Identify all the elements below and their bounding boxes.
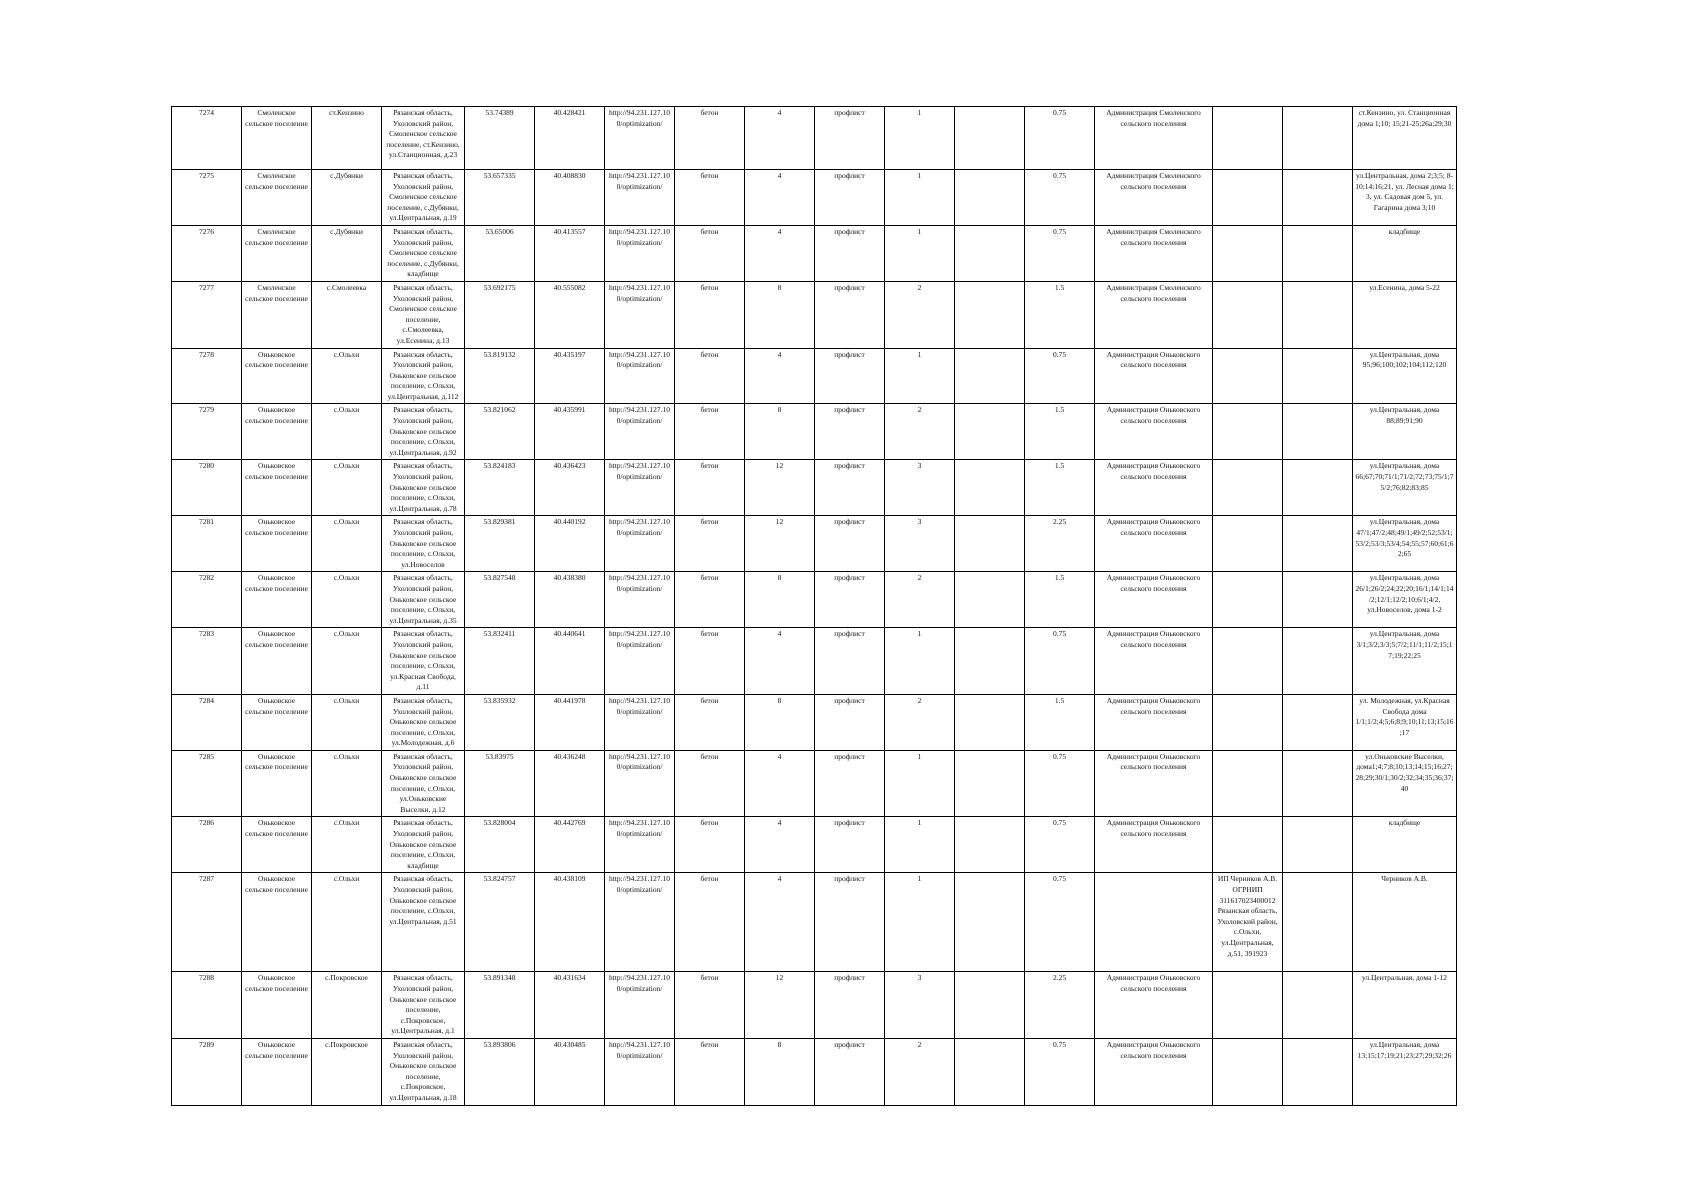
surface-cell: бетон xyxy=(675,348,745,404)
record-id-cell: 7280 xyxy=(172,460,242,516)
locality-cell: с.Дубянки xyxy=(312,170,382,226)
settlement-cell: Оньковское сельское поселение xyxy=(242,972,312,1039)
volume-cell: 0.75 xyxy=(1025,348,1095,404)
address-cell: Рязанская область, Ухоловский район, Оньковское сельское поселение, с.Ольхи, ул.Центральная, д.35 xyxy=(382,572,465,628)
locality-cell: с.Смолеевка xyxy=(312,281,382,348)
extra-cell xyxy=(955,1038,1025,1105)
longitude-cell: 40.435197 xyxy=(535,348,605,404)
surface-cell: бетон xyxy=(675,404,745,460)
blank-cell xyxy=(1283,170,1353,226)
record-id-cell: 7283 xyxy=(172,628,242,695)
extra-cell xyxy=(955,572,1025,628)
extra-cell xyxy=(955,281,1025,348)
volume-cell: 0.75 xyxy=(1025,225,1095,281)
volume-cell: 0.75 xyxy=(1025,628,1095,695)
surface-cell: бетон xyxy=(675,694,745,750)
blank-cell xyxy=(1283,281,1353,348)
fence-cell: профлист xyxy=(815,572,885,628)
settlement-cell: Оньковское сельское поселение xyxy=(242,516,312,572)
fence-cell: профлист xyxy=(815,694,885,750)
table-row xyxy=(172,281,1457,348)
link-cell[interactable]: http://94.231.127.10 0/optimization/ xyxy=(605,225,675,281)
link-cell[interactable]: http://94.231.127.10 0/optimization/ xyxy=(605,972,675,1039)
area-cell: 12 xyxy=(745,972,815,1039)
blank-cell xyxy=(1283,107,1353,170)
served-addresses-cell: ул. Молодежная, ул.Красная Свобода дома 1/1;1/2;4;5;6;8;9;10;11;13;15;16;17 xyxy=(1353,694,1457,750)
link-cell[interactable]: http://94.231.127.10 0/optimization/ xyxy=(605,572,675,628)
owner-cell: Администрация Оньковского сельского поселения xyxy=(1095,516,1213,572)
latitude-cell: 53.692175 xyxy=(465,281,535,348)
record-id-cell: 7287 xyxy=(172,873,242,972)
latitude-cell: 53.824757 xyxy=(465,873,535,972)
latitude-cell: 53.657335 xyxy=(465,170,535,226)
container-count-cell: 2 xyxy=(885,694,955,750)
extra-cell xyxy=(955,170,1025,226)
area-cell: 4 xyxy=(745,628,815,695)
surface-cell: бетон xyxy=(675,873,745,972)
latitude-cell: 53.83975 xyxy=(465,750,535,817)
blank-cell xyxy=(1283,1038,1353,1105)
address-cell: Рязанская область, Ухоловский район, Смоленское сельское поселение, с.Смолеевка, ул.Есенина, д.13 xyxy=(382,281,465,348)
record-id-cell: 7281 xyxy=(172,516,242,572)
owner-cell: Администрация Оньковского сельского поселения xyxy=(1095,694,1213,750)
surface-cell: бетон xyxy=(675,170,745,226)
table-row xyxy=(172,404,1457,460)
volume-cell: 0.75 xyxy=(1025,817,1095,873)
served-addresses-cell: ул.Центральная, дома 13;15;17;19;21;23;27;29;32;26 xyxy=(1353,1038,1457,1105)
extra-cell xyxy=(955,628,1025,695)
private-owner-cell: ИП Черников А.В. ОГРНИП 311617023400012 Рязанская область, Ухоловский район, с.Ольхи, ул.Центральная, д.51, 391923 xyxy=(1213,873,1283,972)
blank-cell xyxy=(1283,460,1353,516)
owner-cell: Администрация Смоленского сельского поселения xyxy=(1095,107,1213,170)
record-id-cell: 7278 xyxy=(172,348,242,404)
table-row xyxy=(172,873,1457,972)
blank-cell xyxy=(1283,516,1353,572)
owner-cell xyxy=(1095,873,1213,972)
area-cell: 4 xyxy=(745,348,815,404)
latitude-cell: 53.835932 xyxy=(465,694,535,750)
record-id-cell: 7274 xyxy=(172,107,242,170)
link-cell[interactable]: http://94.231.127.10 0/optimization/ xyxy=(605,460,675,516)
container-count-cell: 3 xyxy=(885,972,955,1039)
surface-cell: бетон xyxy=(675,516,745,572)
volume-cell: 1.5 xyxy=(1025,404,1095,460)
settlement-cell: Оньковское сельское поселение xyxy=(242,1038,312,1105)
link-cell[interactable]: http://94.231.127.10 0/optimization/ xyxy=(605,281,675,348)
area-cell: 12 xyxy=(745,460,815,516)
table-row xyxy=(172,460,1457,516)
latitude-cell: 53.829381 xyxy=(465,516,535,572)
served-addresses-cell: ул.Есенина, дома 5-22 xyxy=(1353,281,1457,348)
private-owner-cell xyxy=(1213,225,1283,281)
private-owner-cell xyxy=(1213,694,1283,750)
blank-cell xyxy=(1283,873,1353,972)
address-cell: Рязанская область, Ухоловский район, Оньковское сельское поселение, с.Ольхи, ул.Красная Свобода, д.11 xyxy=(382,628,465,695)
record-id-cell: 7279 xyxy=(172,404,242,460)
fence-cell: профлист xyxy=(815,107,885,170)
record-id-cell: 7282 xyxy=(172,572,242,628)
latitude-cell: 53.893806 xyxy=(465,1038,535,1105)
extra-cell xyxy=(955,225,1025,281)
owner-cell: Администрация Оньковского сельского поселения xyxy=(1095,972,1213,1039)
surface-cell: бетон xyxy=(675,572,745,628)
fence-cell: профлист xyxy=(815,873,885,972)
settlement-cell: Смоленское сельское поселение xyxy=(242,170,312,226)
volume-cell: 1.5 xyxy=(1025,281,1095,348)
longitude-cell: 40.436423 xyxy=(535,460,605,516)
fence-cell: профлист xyxy=(815,516,885,572)
served-addresses-cell: ул.Центральная, дома 66;67;70;71/1;71/2;72;73;75/1;75/2;76;82;83;85 xyxy=(1353,460,1457,516)
private-owner-cell xyxy=(1213,348,1283,404)
private-owner-cell xyxy=(1213,572,1283,628)
locality-cell: с.Ольхи xyxy=(312,460,382,516)
volume-cell: 0.75 xyxy=(1025,170,1095,226)
container-count-cell: 1 xyxy=(885,817,955,873)
locality-cell: с.Ольхи xyxy=(312,694,382,750)
extra-cell xyxy=(955,817,1025,873)
owner-cell: Администрация Смоленского сельского поселения xyxy=(1095,281,1213,348)
private-owner-cell xyxy=(1213,107,1283,170)
area-cell: 8 xyxy=(745,572,815,628)
private-owner-cell xyxy=(1213,750,1283,817)
fence-cell: профлист xyxy=(815,460,885,516)
served-addresses-cell: Черников А.В. xyxy=(1353,873,1457,972)
served-addresses-cell: ул.Центральная, дома 26/1;26/2;24;22;20;16/1;14/1;14/2;12/1;12/2;10;6/1;4/2, ул.Новоселов, дома 1-2 xyxy=(1353,572,1457,628)
fence-cell: профлист xyxy=(815,281,885,348)
served-addresses-cell: ст.Кензино, ул. Станционная дома 1;10; 15;21-25;26a;29;30 xyxy=(1353,107,1457,170)
settlement-cell: Оньковское сельское поселение xyxy=(242,460,312,516)
locality-cell: с.Ольхи xyxy=(312,817,382,873)
volume-cell: 1.5 xyxy=(1025,572,1095,628)
volume-cell: 0.75 xyxy=(1025,107,1095,170)
longitude-cell: 40.431634 xyxy=(535,972,605,1039)
volume-cell: 0.75 xyxy=(1025,750,1095,817)
address-cell: Рязанская область, Ухоловский район, Оньковское сельское поселение, с.Ольхи, ул.Центральная, д.92 xyxy=(382,404,465,460)
settlement-cell: Смоленское сельское поселение xyxy=(242,225,312,281)
served-addresses-cell: ул.Оньковские Выселки, дома1;4;7;8;10;13;14;15;16;27;28;29;30/1;30/2;32;34;35;36;37;40 xyxy=(1353,750,1457,817)
longitude-cell: 40.430485 xyxy=(535,1038,605,1105)
volume-cell: 1.5 xyxy=(1025,694,1095,750)
blank-cell xyxy=(1283,817,1353,873)
settlement-cell: Оньковское сельское поселение xyxy=(242,750,312,817)
longitude-cell: 40.438380 xyxy=(535,572,605,628)
fence-cell: профлист xyxy=(815,1038,885,1105)
link-cell[interactable]: http://94.231.127.10 0/optimization/ xyxy=(605,628,675,695)
container-count-cell: 2 xyxy=(885,1038,955,1105)
link-cell[interactable]: http://94.231.127.10 0/optimization/ xyxy=(605,348,675,404)
address-cell: Рязанская область, Ухоловский район, Оньковское сельское поселение, с.Ольхи, ул.Оньковские Выселки, д.12 xyxy=(382,750,465,817)
link-cell[interactable]: http://94.231.127.10 0/optimization/ xyxy=(605,404,675,460)
owner-cell: Администрация Оньковского сельского поселения xyxy=(1095,460,1213,516)
longitude-cell: 40.441978 xyxy=(535,694,605,750)
blank-cell xyxy=(1283,404,1353,460)
surface-cell: бетон xyxy=(675,460,745,516)
fence-cell: профлист xyxy=(815,225,885,281)
latitude-cell: 53.891348 xyxy=(465,972,535,1039)
latitude-cell: 53.65006 xyxy=(465,225,535,281)
owner-cell: Администрация Оньковского сельского поселения xyxy=(1095,628,1213,695)
record-id-cell: 7285 xyxy=(172,750,242,817)
link-cell[interactable]: http://94.231.127.10 0/optimization/ xyxy=(605,170,675,226)
surface-cell: бетон xyxy=(675,972,745,1039)
blank-cell xyxy=(1283,348,1353,404)
locality-cell: с.Дубянки xyxy=(312,225,382,281)
settlement-cell: Оньковское сельское поселение xyxy=(242,348,312,404)
area-cell: 12 xyxy=(745,516,815,572)
served-addresses-cell: ул.Центральная, дома 47/1;47/2;48;49/1;49/2;52;53/1;53/2;53/3;53/4;54;55;57;60;61;62;65 xyxy=(1353,516,1457,572)
longitude-cell: 40.442769 xyxy=(535,817,605,873)
address-cell: Рязанская область, Ухоловский район, Оньковское сельское поселение, с.Покровское, ул.Центральная, д.18 xyxy=(382,1038,465,1105)
address-cell: Рязанская область, Ухоловский район, Смоленское сельское поселение, с.Дубянки, кладбище xyxy=(382,225,465,281)
volume-cell: 2.25 xyxy=(1025,516,1095,572)
record-id-cell: 7276 xyxy=(172,225,242,281)
settlement-cell: Смоленское сельское поселение xyxy=(242,107,312,170)
volume-cell: 0.75 xyxy=(1025,873,1095,972)
surface-cell: бетон xyxy=(675,817,745,873)
link-cell[interactable]: http://94.231.127.10 0/optimization/ xyxy=(605,516,675,572)
address-cell: Рязанская область, Ухоловский район, Смоленское сельское поселение, с.Дубянки, ул.Центральная, д.19 xyxy=(382,170,465,226)
record-id-cell: 7275 xyxy=(172,170,242,226)
fence-cell: профлист xyxy=(815,972,885,1039)
settlement-cell: Оньковское сельское поселение xyxy=(242,572,312,628)
container-count-cell: 1 xyxy=(885,628,955,695)
area-cell: 4 xyxy=(745,750,815,817)
address-cell: Рязанская область, Ухоловский район, Оньковское сельское поселение, с.Ольхи, ул.Центральная, д.112 xyxy=(382,348,465,404)
table-row xyxy=(172,225,1457,281)
extra-cell xyxy=(955,460,1025,516)
extra-cell xyxy=(955,516,1025,572)
record-id-cell: 7286 xyxy=(172,817,242,873)
table-row xyxy=(172,572,1457,628)
area-cell: 8 xyxy=(745,694,815,750)
link-cell[interactable]: http://94.231.127.10 0/optimization/ xyxy=(605,107,675,170)
area-cell: 4 xyxy=(745,873,815,972)
fence-cell: профлист xyxy=(815,404,885,460)
area-cell: 8 xyxy=(745,404,815,460)
served-addresses-cell: ул.Центральная, дома 3/1;3/2;3/3;5;7/2;11/1;11/2;15;17;19;22;25 xyxy=(1353,628,1457,695)
settlement-cell: Смоленское сельское поселение xyxy=(242,281,312,348)
latitude-cell: 53.74389 xyxy=(465,107,535,170)
record-id-cell: 7288 xyxy=(172,972,242,1039)
extra-cell xyxy=(955,694,1025,750)
owner-cell: Администрация Оньковского сельского поселения xyxy=(1095,404,1213,460)
area-cell: 4 xyxy=(745,817,815,873)
address-cell: Рязанская область, Ухоловский район, Оньковское сельское поселение, с.Ольхи, кладбище xyxy=(382,817,465,873)
address-cell: Рязанская область, Ухоловский район, Оньковское сельское поселение, с.Покровское, ул.Центральная, д.1 xyxy=(382,972,465,1039)
latitude-cell: 53.832411 xyxy=(465,628,535,695)
settlement-cell: Оньковское сельское поселение xyxy=(242,404,312,460)
surface-cell: бетон xyxy=(675,750,745,817)
owner-cell: Администрация Оньковского сельского поселения xyxy=(1095,348,1213,404)
owner-cell: Администрация Оньковского сельского поселения xyxy=(1095,572,1213,628)
owner-cell: Администрация Оньковского сельского поселения xyxy=(1095,1038,1213,1105)
volume-cell: 0.75 xyxy=(1025,1038,1095,1105)
blank-cell xyxy=(1283,694,1353,750)
extra-cell xyxy=(955,107,1025,170)
table-row xyxy=(172,348,1457,404)
table-row xyxy=(172,516,1457,572)
longitude-cell: 40.440192 xyxy=(535,516,605,572)
waste-sites-table xyxy=(171,106,1457,1106)
extra-cell xyxy=(955,972,1025,1039)
latitude-cell: 53.821062 xyxy=(465,404,535,460)
surface-cell: бетон xyxy=(675,628,745,695)
address-cell: Рязанская область, Ухоловский район, Смоленское сельское поселение, ст.Кензино, ул.Станционная, д.23 xyxy=(382,107,465,170)
served-addresses-cell: ул.Центральная, дома 1-12 xyxy=(1353,972,1457,1039)
owner-cell: Администрация Оньковского сельского поселения xyxy=(1095,817,1213,873)
latitude-cell: 53.819132 xyxy=(465,348,535,404)
locality-cell: с.Ольхи xyxy=(312,750,382,817)
container-count-cell: 1 xyxy=(885,107,955,170)
blank-cell xyxy=(1283,750,1353,817)
address-cell: Рязанская область, Ухоловский район, Оньковское сельское поселение, с.Ольхи, ул.Новоселов xyxy=(382,516,465,572)
longitude-cell: 40.436248 xyxy=(535,750,605,817)
link-cell[interactable]: http://94.231.127.10 0/optimization/ xyxy=(605,873,675,972)
address-cell: Рязанская область, Ухоловский район, Оньковское сельское поселение, с.Ольхи, ул.Молодежная, д.6 xyxy=(382,694,465,750)
private-owner-cell xyxy=(1213,817,1283,873)
longitude-cell: 40.440641 xyxy=(535,628,605,695)
table-row xyxy=(172,694,1457,750)
table-row xyxy=(172,170,1457,226)
owner-cell: Администрация Оньковского сельского поселения xyxy=(1095,750,1213,817)
locality-cell: с.Ольхи xyxy=(312,628,382,695)
private-owner-cell xyxy=(1213,281,1283,348)
locality-cell: с.Покровское xyxy=(312,1038,382,1105)
served-addresses-cell: ул.Центральная, дома 95;96;100;102;104;112;120 xyxy=(1353,348,1457,404)
record-id-cell: 7277 xyxy=(172,281,242,348)
container-count-cell: 1 xyxy=(885,750,955,817)
blank-cell xyxy=(1283,225,1353,281)
longitude-cell: 40.408830 xyxy=(535,170,605,226)
served-addresses-cell: ул.Центральная, дома 88;89;91;90 xyxy=(1353,404,1457,460)
settlement-cell: Оньковское сельское поселение xyxy=(242,817,312,873)
area-cell: 4 xyxy=(745,107,815,170)
extra-cell xyxy=(955,873,1025,972)
longitude-cell: 40.438109 xyxy=(535,873,605,972)
volume-cell: 2.25 xyxy=(1025,972,1095,1039)
longitude-cell: 40.555082 xyxy=(535,281,605,348)
surface-cell: бетон xyxy=(675,107,745,170)
link-cell[interactable]: http://94.231.127.10 0/optimization/ xyxy=(605,750,675,817)
area-cell: 4 xyxy=(745,225,815,281)
latitude-cell: 53.824183 xyxy=(465,460,535,516)
fence-cell: профлист xyxy=(815,628,885,695)
extra-cell xyxy=(955,750,1025,817)
blank-cell xyxy=(1283,572,1353,628)
container-count-cell: 2 xyxy=(885,404,955,460)
private-owner-cell xyxy=(1213,628,1283,695)
address-cell: Рязанская область, Ухоловский район, Оньковское сельское поселение, с.Ольхи, ул.Центральная, д.78 xyxy=(382,460,465,516)
container-count-cell: 1 xyxy=(885,873,955,972)
container-count-cell: 1 xyxy=(885,225,955,281)
locality-cell: с.Покровское xyxy=(312,972,382,1039)
longitude-cell: 40.413557 xyxy=(535,225,605,281)
locality-cell: с.Ольхи xyxy=(312,516,382,572)
settlement-cell: Оньковское сельское поселение xyxy=(242,694,312,750)
latitude-cell: 53.828004 xyxy=(465,817,535,873)
blank-cell xyxy=(1283,628,1353,695)
owner-cell: Администрация Смоленского сельского поселения xyxy=(1095,225,1213,281)
area-cell: 4 xyxy=(745,170,815,226)
record-id-cell: 7289 xyxy=(172,1038,242,1105)
private-owner-cell xyxy=(1213,972,1283,1039)
extra-cell xyxy=(955,404,1025,460)
fence-cell: профлист xyxy=(815,750,885,817)
served-addresses-cell: ул.Центральная, дома 2;3;5; 8-10;14;16;21, ул. Лесная дома 1; 3, ул. Садовая дом 5, ул. Гагарина дома 3;10 xyxy=(1353,170,1457,226)
locality-cell: с.Ольхи xyxy=(312,572,382,628)
latitude-cell: 53.827548 xyxy=(465,572,535,628)
area-cell: 8 xyxy=(745,1038,815,1105)
container-count-cell: 3 xyxy=(885,460,955,516)
container-count-cell: 2 xyxy=(885,572,955,628)
served-addresses-cell: кладбище xyxy=(1353,225,1457,281)
link-cell[interactable]: http://94.231.127.10 0/optimization/ xyxy=(605,817,675,873)
surface-cell: бетон xyxy=(675,1038,745,1105)
longitude-cell: 40.435991 xyxy=(535,404,605,460)
private-owner-cell xyxy=(1213,1038,1283,1105)
private-owner-cell xyxy=(1213,404,1283,460)
container-count-cell: 1 xyxy=(885,348,955,404)
settlement-cell: Оньковское сельское поселение xyxy=(242,873,312,972)
table-row xyxy=(172,628,1457,695)
area-cell: 8 xyxy=(745,281,815,348)
container-count-cell: 2 xyxy=(885,281,955,348)
locality-cell: с.Ольхи xyxy=(312,404,382,460)
locality-cell: с.Ольхи xyxy=(312,348,382,404)
fence-cell: профлист xyxy=(815,170,885,226)
table-row xyxy=(172,972,1457,1039)
container-count-cell: 3 xyxy=(885,516,955,572)
surface-cell: бетон xyxy=(675,281,745,348)
blank-cell xyxy=(1283,972,1353,1039)
fence-cell: профлист xyxy=(815,348,885,404)
address-cell: Рязанская область, Ухоловский район, Оньковское сельское поселение, с.Ольхи, ул.Центральная, д.51 xyxy=(382,873,465,972)
locality-cell: ст.Кензино xyxy=(312,107,382,170)
settlement-cell: Оньковское сельское поселение xyxy=(242,628,312,695)
table-row xyxy=(172,1038,1457,1105)
container-count-cell: 1 xyxy=(885,170,955,226)
link-cell[interactable]: http://94.231.127.10 0/optimization/ xyxy=(605,1038,675,1105)
private-owner-cell xyxy=(1213,170,1283,226)
record-id-cell: 7284 xyxy=(172,694,242,750)
volume-cell: 1.5 xyxy=(1025,460,1095,516)
served-addresses-cell: кладбище xyxy=(1353,817,1457,873)
link-cell[interactable]: http://94.231.127.10 0/optimization/ xyxy=(605,694,675,750)
locality-cell: с.Ольхи xyxy=(312,873,382,972)
table-row xyxy=(172,750,1457,817)
extra-cell xyxy=(955,348,1025,404)
table-row xyxy=(172,107,1457,170)
fence-cell: профлист xyxy=(815,817,885,873)
private-owner-cell xyxy=(1213,460,1283,516)
private-owner-cell xyxy=(1213,516,1283,572)
surface-cell: бетон xyxy=(675,225,745,281)
table-row xyxy=(172,817,1457,873)
longitude-cell: 40.428421 xyxy=(535,107,605,170)
owner-cell: Администрация Смоленского сельского поселения xyxy=(1095,170,1213,226)
table-body xyxy=(172,107,1457,1106)
